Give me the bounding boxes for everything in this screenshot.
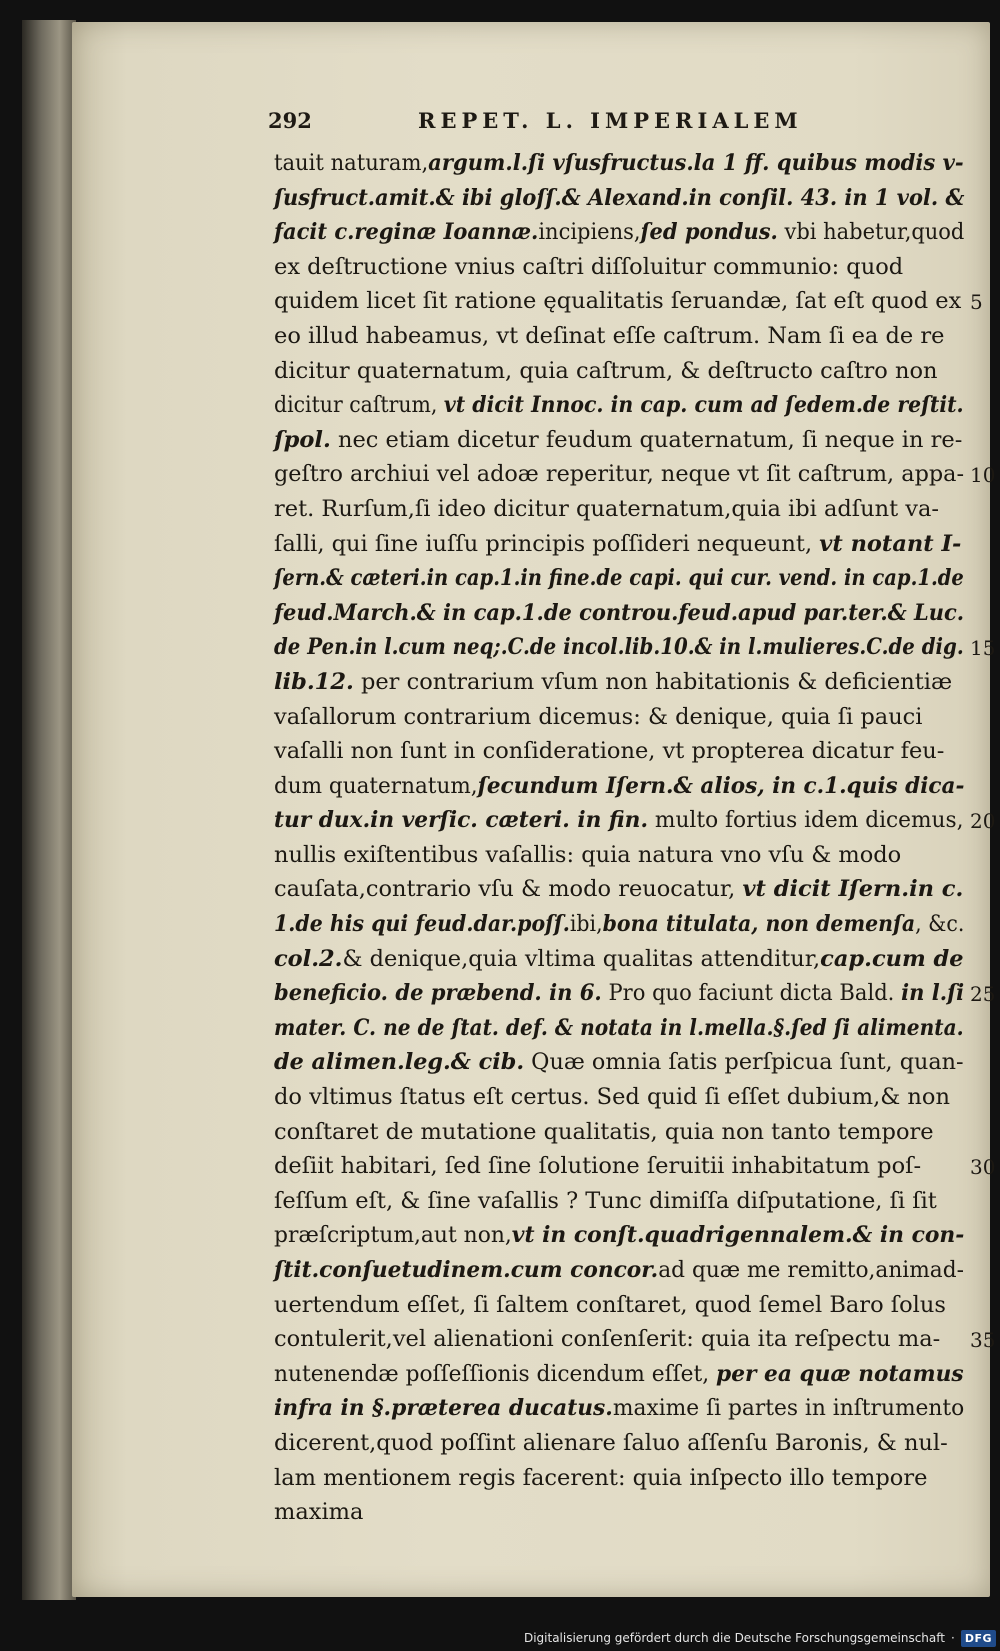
body-segment: multo fortius idem dicemus, xyxy=(648,807,964,834)
body-segment: vbi habetur,quod xyxy=(777,219,965,246)
text-line xyxy=(274,1495,964,1530)
text-line xyxy=(274,250,964,285)
text-line xyxy=(274,700,964,735)
citation-text: cap.cum de xyxy=(820,945,964,972)
body-segment: ſeſſum eſt, & ſine vaſallis ? Tunc dimiſſa diſputatione, ſi ſit xyxy=(274,1187,937,1214)
body-segment: contulerit,vel alienationi conſenſerit: quia ita reſpectu ma- xyxy=(274,1326,941,1353)
citation-text: de alimen.leg.& cib. xyxy=(274,1049,525,1076)
text-line xyxy=(274,976,965,1011)
text-line xyxy=(274,1080,964,1115)
text-line xyxy=(274,527,964,562)
body-segment: lam mentionem regis facerent: quia inſpecto illo tempore xyxy=(274,1464,928,1491)
body-segment: ſalli, qui ſine iuſſu principis poſſideri nequeunt, xyxy=(274,530,820,557)
text-line xyxy=(274,181,965,216)
margin-number: 30 xyxy=(970,1155,996,1180)
body-segment: geſtro archiui vel adoæ reperitur, neque vt ſit caſtrum, appa- xyxy=(274,461,965,488)
body-segment: Quæ omnia ſatis perſpicua ſunt, quan- xyxy=(524,1049,964,1076)
body-segment: ret. Rurſum,ſi ideo dicitur quaternatum,quia ibi adſunt va- xyxy=(274,495,940,522)
dfg-logo-separator: · xyxy=(950,1631,955,1645)
body-segment: dicitur caſtrum, xyxy=(274,392,444,419)
text-line xyxy=(274,1288,964,1323)
text-line xyxy=(274,1391,965,1426)
body-segment: nullis exiſtentibus vaſallis: quia natura vno vſu & modo xyxy=(274,841,902,868)
body-segment: cauſata,contrario vſu & modo reuocatur, xyxy=(274,876,743,903)
margin-number: 25 xyxy=(970,982,996,1007)
body-segment: ad quæ me remitto,animad- xyxy=(658,1257,964,1283)
margin-number: 35 xyxy=(970,1328,996,1353)
text-line xyxy=(274,457,965,492)
citation-text: bona titulata, non demenſa xyxy=(602,911,916,938)
citation-text: facit c.reginæ Ioannæ. xyxy=(274,219,539,246)
text-line xyxy=(274,769,965,804)
citation-text: infra in §.præterea ducatus. xyxy=(274,1395,613,1422)
citation-text: vt in conſt.quadrigennalem.& in con- xyxy=(511,1222,965,1249)
citation-text: vt notant I- xyxy=(819,530,962,557)
citation-text: ſecundum Iſern.& alios, in c.1.quis dica- xyxy=(477,772,965,799)
body-segment: quidem licet ſit ratione ęqualitatis ſeruandæ, ſat eſt quod ex xyxy=(274,288,962,315)
body-segment: dum quaternatum, xyxy=(274,772,478,799)
text-line xyxy=(274,1322,964,1357)
margin-number: 5 xyxy=(970,290,983,315)
body-segment: præſcriptum,aut non, xyxy=(274,1222,512,1249)
text-line xyxy=(274,215,965,250)
text-line xyxy=(274,492,964,527)
text-line xyxy=(274,1357,964,1392)
margin-number: 20 xyxy=(970,809,996,834)
citation-text: tur dux.in verſic. cæteri. in fin. xyxy=(274,807,649,834)
running-title: REPET. L. IMPERIALEM xyxy=(418,108,803,133)
citation-text: de Pen.in l.cum neq;.C.de incol.lib.10.& in l.mulieres.C.de dig. xyxy=(274,634,964,661)
body-segment: maxime ſi partes in inſtrumento xyxy=(612,1395,965,1422)
citation-text: vt dicit Innoc. in cap. cum ad ſedem.de reſtit. xyxy=(443,392,964,419)
citation-text: ſed pondus. xyxy=(640,219,778,246)
margin-number: 15 xyxy=(970,636,996,661)
citation-text: argum.l.ſi vſusfructus.la 1 ff. quibus modis v- xyxy=(428,150,964,176)
text-line xyxy=(274,872,964,907)
text-line xyxy=(274,354,964,389)
text-line xyxy=(274,1011,964,1046)
citation-text: col.2. xyxy=(274,945,343,972)
text-line xyxy=(274,1253,964,1288)
text-line xyxy=(274,1115,964,1150)
body-segment: conſtaret de mutatione qualitatis, quia non tanto tempore xyxy=(274,1118,934,1145)
body-segment: nutenendæ poſſeſſionis dicendum eſſet, xyxy=(274,1360,717,1387)
body-segment: do vltimus ſtatus eſt certus. Sed quid ſi eſſet dubium,& non xyxy=(274,1084,950,1111)
citation-text: ſern.& cæteri.in cap.1.in fine.de capi. qui cur. vend. in cap.1.de xyxy=(274,565,964,592)
citation-text: ſpol. xyxy=(274,426,331,453)
body-segment: maxima xyxy=(274,1499,364,1526)
book-binding-edge xyxy=(22,20,76,1600)
body-segment: per contrarium vſum non habitationis & deficientiæ xyxy=(353,668,953,695)
text-line xyxy=(274,1218,965,1253)
body-segment: dicitur quaternatum, quia caſtrum, & deſtructo caſtro non xyxy=(274,357,938,384)
citation-text: in l.ſi xyxy=(901,980,965,1007)
text-line xyxy=(274,630,964,665)
text-line xyxy=(274,561,964,596)
text-line xyxy=(274,1426,964,1461)
text-line xyxy=(274,284,964,319)
dfg-logo-icon: DFG xyxy=(961,1630,996,1647)
text-line xyxy=(274,388,964,423)
body-segment: nec etiam dicetur feudum quaternatum, ſi neque in re- xyxy=(330,426,963,453)
body-segment: incipiens, xyxy=(538,219,641,246)
citation-text: vt dicit Iſern.in c. xyxy=(742,876,964,903)
body-segment: tauit naturam, xyxy=(274,150,429,176)
citation-text: per ea quæ notamus xyxy=(716,1360,964,1387)
text-line xyxy=(274,1045,964,1080)
page-number: 292 xyxy=(268,108,312,133)
citation-text: feud.March.& in cap.1.de controu.feud.apud par.ter.& Luc. xyxy=(274,599,965,626)
text-line xyxy=(274,146,964,181)
running-head xyxy=(268,108,868,138)
citation-text: lib.12. xyxy=(274,668,354,695)
margin-number: 10 xyxy=(970,463,996,488)
body-segment: uertendum eſſet, ſi ſaltem conſtaret, quod ſemel Baro ſolus xyxy=(274,1291,946,1318)
body-segment: & denique,quia vltima qualitas attenditur, xyxy=(342,945,821,972)
body-text xyxy=(274,146,964,1530)
text-line xyxy=(274,1461,964,1496)
text-line xyxy=(274,596,965,631)
citation-text: ſtit.conſuetudinem.cum concor. xyxy=(274,1257,659,1283)
text-line xyxy=(274,942,963,977)
body-segment: vaſallorum contrarium dicemus: & denique, quia ſi pauci xyxy=(274,703,923,730)
footer-credit xyxy=(524,1627,996,1649)
body-segment: ibi, xyxy=(569,911,603,938)
citation-text: ſusfruct.amit.& ibi gloſſ.& Alexand.in conſil. 43. in 1 vol. & xyxy=(274,184,965,211)
text-line xyxy=(274,1149,964,1184)
body-segment: ex deſtructione vnius caſtri diſſoluitur communio: quod xyxy=(274,253,904,280)
text-line xyxy=(274,319,964,354)
body-segment: eo illud habeamus, vt deſinat eſſe caſtrum. Nam ſi ea de re xyxy=(274,322,945,349)
text-line xyxy=(274,423,964,458)
text-line xyxy=(274,907,965,942)
credit-text: Digitalisierung gefördert durch die Deutsche Forschungsgemeinschaft xyxy=(523,1631,945,1645)
body-segment: deſiit habitari, ſed ſine ſolutione ſeruitii inhabitatum poſ- xyxy=(274,1153,922,1180)
body-segment: Pro quo faciunt dicta Bald. xyxy=(601,980,902,1007)
citation-text: 1.de his qui feud.dar.poſſ. xyxy=(274,911,570,938)
citation-text: beneficio. de præbend. in 6. xyxy=(274,980,602,1007)
body-segment: , &c. xyxy=(915,911,965,938)
text-line xyxy=(274,734,964,769)
text-line xyxy=(274,838,964,873)
body-segment: vaſalli non ſunt in conſideratione, vt propterea dicatur feu- xyxy=(274,738,945,765)
text-line xyxy=(274,665,964,700)
body-segment: dicerent,quod poſſint alienare ſaluo aſſenſu Baronis, & nul- xyxy=(274,1429,948,1456)
text-line xyxy=(274,803,964,838)
citation-text: mater. C. ne de ſtat. def. & notata in l.mella.§.ſed ſi alimenta. xyxy=(274,1014,964,1041)
text-line xyxy=(274,1184,964,1219)
